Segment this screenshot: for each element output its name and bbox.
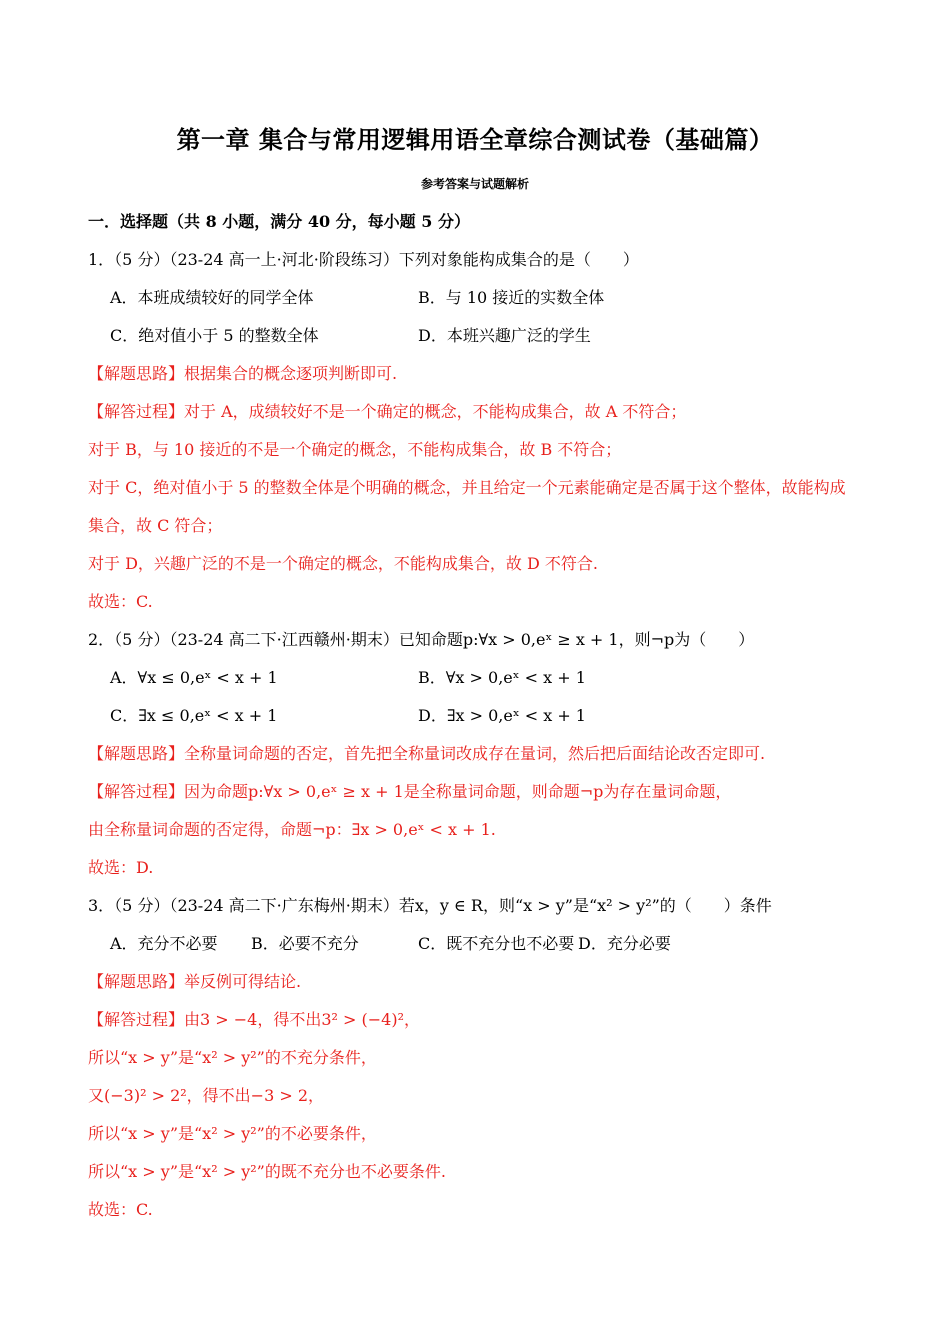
q3-option-b: B．必要不充分 — [251, 934, 359, 953]
q1-answer: 故选：C. — [88, 592, 153, 611]
q1-option-b: B．与 10 接近的实数全体 — [418, 288, 605, 307]
q2-solution-line: 【解答过程】因为命题p:∀x > 0,eˣ ≥ x + 1是全称量词命题，则命题¬p为存在量词命题， — [88, 782, 732, 801]
q2-stem: 2．（5 分）（23-24 高二下·江西赣州·期末）已知命题p:∀x > 0,eˣ ≥ x + 1，则¬p为（ ） — [88, 630, 755, 649]
q3-answer: 故选：C. — [88, 1200, 153, 1219]
q3-solution-line: 所以“x > y”是“x² > y²”的既不充分也不必要条件. — [88, 1162, 446, 1181]
q2-option-a: A．∀x ≤ 0,eˣ < x + 1 — [110, 668, 278, 687]
q3-solution-line: 所以“x > y”是“x² > y²”的不必要条件， — [88, 1124, 377, 1143]
q3-option-c: C．既不充分也不必要 — [418, 934, 575, 953]
q1-solution-line: 对于 D，兴趣广泛的不是一个确定的概念，不能构成集合，故 D 不符合. — [88, 554, 599, 573]
q1-solution-line: 【解答过程】对于 A，成绩较好不是一个确定的概念，不能构成集合，故 A 不符合； — [88, 402, 687, 421]
q1-solution-line: 集合，故 C 符合； — [88, 516, 223, 535]
q1-option-d: D．本班兴趣广泛的学生 — [418, 326, 591, 345]
q3-option-d: D．充分必要 — [578, 934, 671, 953]
q1-stem: 1．（5 分）（23-24 高一上·河北·阶段练习）下列对象能构成集合的是（ ） — [88, 250, 639, 269]
page-title: 第一章 集合与常用逻辑用语全章综合测试卷（基础篇） — [176, 125, 774, 154]
q2-option-b: B．∀x > 0,eˣ < x + 1 — [418, 668, 586, 687]
page-subtitle: 参考答案与试题解析 — [420, 177, 529, 191]
q2-answer: 故选：D. — [88, 858, 154, 877]
q2-solution-idea: 【解题思路】全称量词命题的否定，首先把全称量词改成存在量词，然后把后面结论改否定即可. — [88, 744, 766, 763]
q2-option-c: C．∃x ≤ 0,eˣ < x + 1 — [110, 706, 278, 725]
q3-solution-line: 所以“x > y”是“x² > y²”的不充分条件， — [88, 1048, 377, 1067]
q3-solution-line: 又(−3)² > 2²，得不出−3 > 2， — [88, 1086, 325, 1105]
q3-solution-line: 【解答过程】由3 > −4，得不出3² > (−4)²， — [88, 1010, 421, 1029]
q1-solution-line: 对于 B，与 10 接近的不是一个确定的概念，不能构成集合，故 B 不符合； — [88, 440, 622, 459]
q1-option-a: A．本班成绩较好的同学全体 — [110, 288, 314, 307]
q1-option-c: C．绝对值小于 5 的整数全体 — [110, 326, 319, 345]
q1-solution-line: 对于 C，绝对值小于 5 的整数全体是个明确的概念，并且给定一个元素能确定是否属于这个整体，故能构成 — [88, 478, 846, 497]
q3-solution-idea: 【解题思路】举反例可得结论. — [88, 972, 302, 991]
section-heading: 一．选择题（共 8 小题，满分 40 分，每小题 5 分） — [88, 212, 470, 231]
q3-option-a: A．充分不必要 — [110, 934, 218, 953]
q2-option-d: D．∃x > 0,eˣ < x + 1 — [418, 706, 586, 725]
q2-solution-line: 由全称量词命题的否定得，命题¬p：∃x > 0,eˣ < x + 1. — [88, 820, 496, 839]
q1-solution-idea: 【解题思路】根据集合的概念逐项判断即可. — [88, 364, 398, 383]
q3-stem: 3．（5 分）（23-24 高二下·广东梅州·期末）若x，y ∈ R，则“x > y”是“x² > y²”的（ ）条件 — [88, 896, 772, 915]
